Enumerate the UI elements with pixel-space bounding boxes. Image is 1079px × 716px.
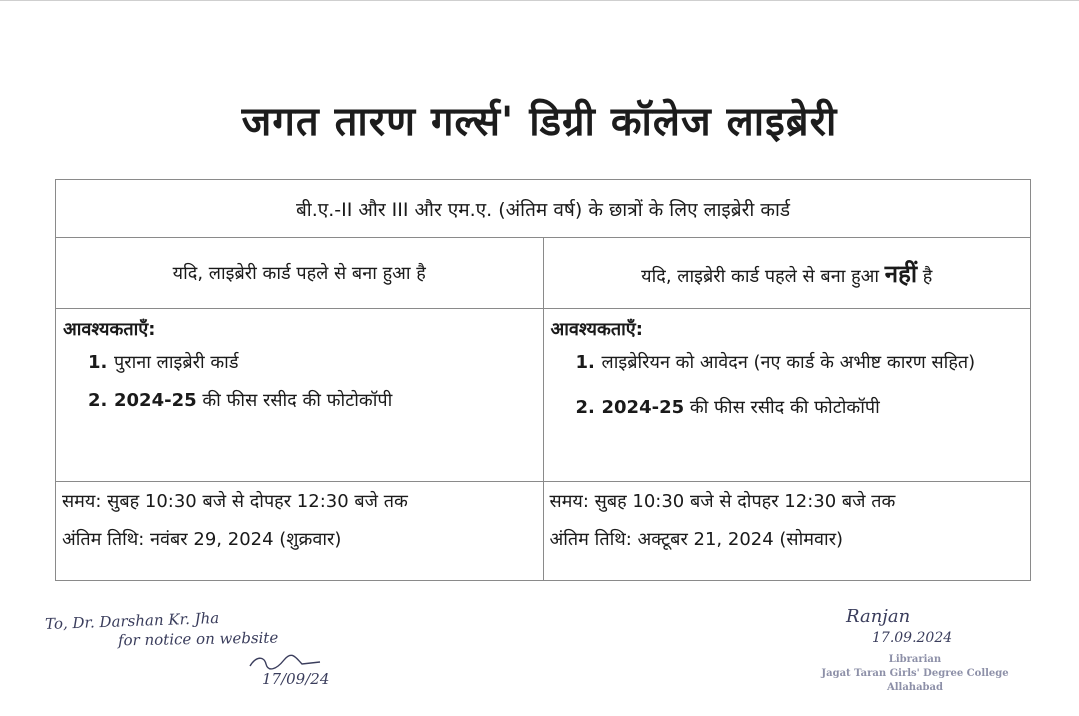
right-requirements-title: आवश्यकताएँ: xyxy=(550,319,643,340)
item-year: 2024-25 xyxy=(601,397,685,418)
left-time: समय: सुबह 10:30 बजे से दोपहर 12:30 बजे तक xyxy=(62,491,408,512)
right-header-pre: यदि, लाइब्रेरी कार्ड पहले से बना हुआ xyxy=(641,265,885,287)
signature: Ranjan xyxy=(846,606,911,627)
stamp-line-2: Jagat Taran Girls' Degree College xyxy=(821,668,1009,679)
right-timing-cell xyxy=(543,482,1031,581)
left-timing-cell xyxy=(56,482,544,581)
item-text: लाइब्रेरियन को आवेदन (नए कार्ड के अभीष्ट कारण सहित) xyxy=(601,352,976,373)
handwritten-addressee: To, Dr. Darshan Kr. Jha xyxy=(44,608,220,634)
item-number: 1. xyxy=(575,352,595,373)
librarian-stamp xyxy=(815,654,1015,693)
handwritten-date: 17/09/24 xyxy=(262,670,330,688)
list-item xyxy=(576,351,1021,382)
item-text xyxy=(114,389,543,413)
item-text-rest: की फीस रसीद की फोटोकॉपी xyxy=(196,390,393,411)
left-column-header: यदि, लाइब्रेरी कार्ड पहले से बना हुआ है xyxy=(56,238,544,309)
left-requirements-cell xyxy=(56,309,544,482)
stamp-line-1: Librarian xyxy=(888,654,942,665)
right-header-emphasis: नहीं xyxy=(884,259,918,288)
list-item xyxy=(576,396,1021,420)
item-text-rest: की फीस रसीद की फोटोकॉपी xyxy=(684,397,880,418)
right-deadline: अंतिम तिथि: अक्टूबर 21, 2024 (सोमवार) xyxy=(549,529,844,550)
right-requirements-cell xyxy=(543,309,1031,482)
right-time: समय: सुबह 10:30 बजे से दोपहर 12:30 बजे तक xyxy=(549,491,896,512)
item-number: 2. xyxy=(88,390,108,411)
left-requirements-list xyxy=(88,351,543,413)
item-text: पुराना लाइब्रेरी कार्ड xyxy=(114,352,239,373)
page-title: जगत तारण गर्ल्स' डिग्री कॉलेज लाइब्रेरी xyxy=(241,99,838,145)
list-item xyxy=(88,351,543,375)
right-requirements-list xyxy=(576,351,1021,420)
right-column-header xyxy=(543,238,1031,309)
item-number: 1. xyxy=(88,352,108,373)
top-border xyxy=(0,0,1079,1)
notice-table xyxy=(55,179,1031,581)
list-item xyxy=(88,389,543,413)
right-header-post: है xyxy=(917,265,933,287)
item-text xyxy=(602,396,1021,420)
table-caption: बी.ए.-II और III और एम.ए. (अंतिम वर्ष) के छात्रों के लिए लाइब्रेरी कार्ड xyxy=(56,180,1031,238)
left-deadline: अंतिम तिथि: नवंबर 29, 2024 (शुक्रवार) xyxy=(62,529,342,550)
signature-date: 17.09.2024 xyxy=(872,630,953,646)
item-number: 2. xyxy=(575,397,595,418)
item-year: 2024-25 xyxy=(114,390,197,411)
handwritten-instruction: for notice on website xyxy=(117,628,279,650)
left-requirements-title: आवश्यकताएँ: xyxy=(63,319,156,340)
stamp-line-3: Allahabad xyxy=(886,682,944,693)
